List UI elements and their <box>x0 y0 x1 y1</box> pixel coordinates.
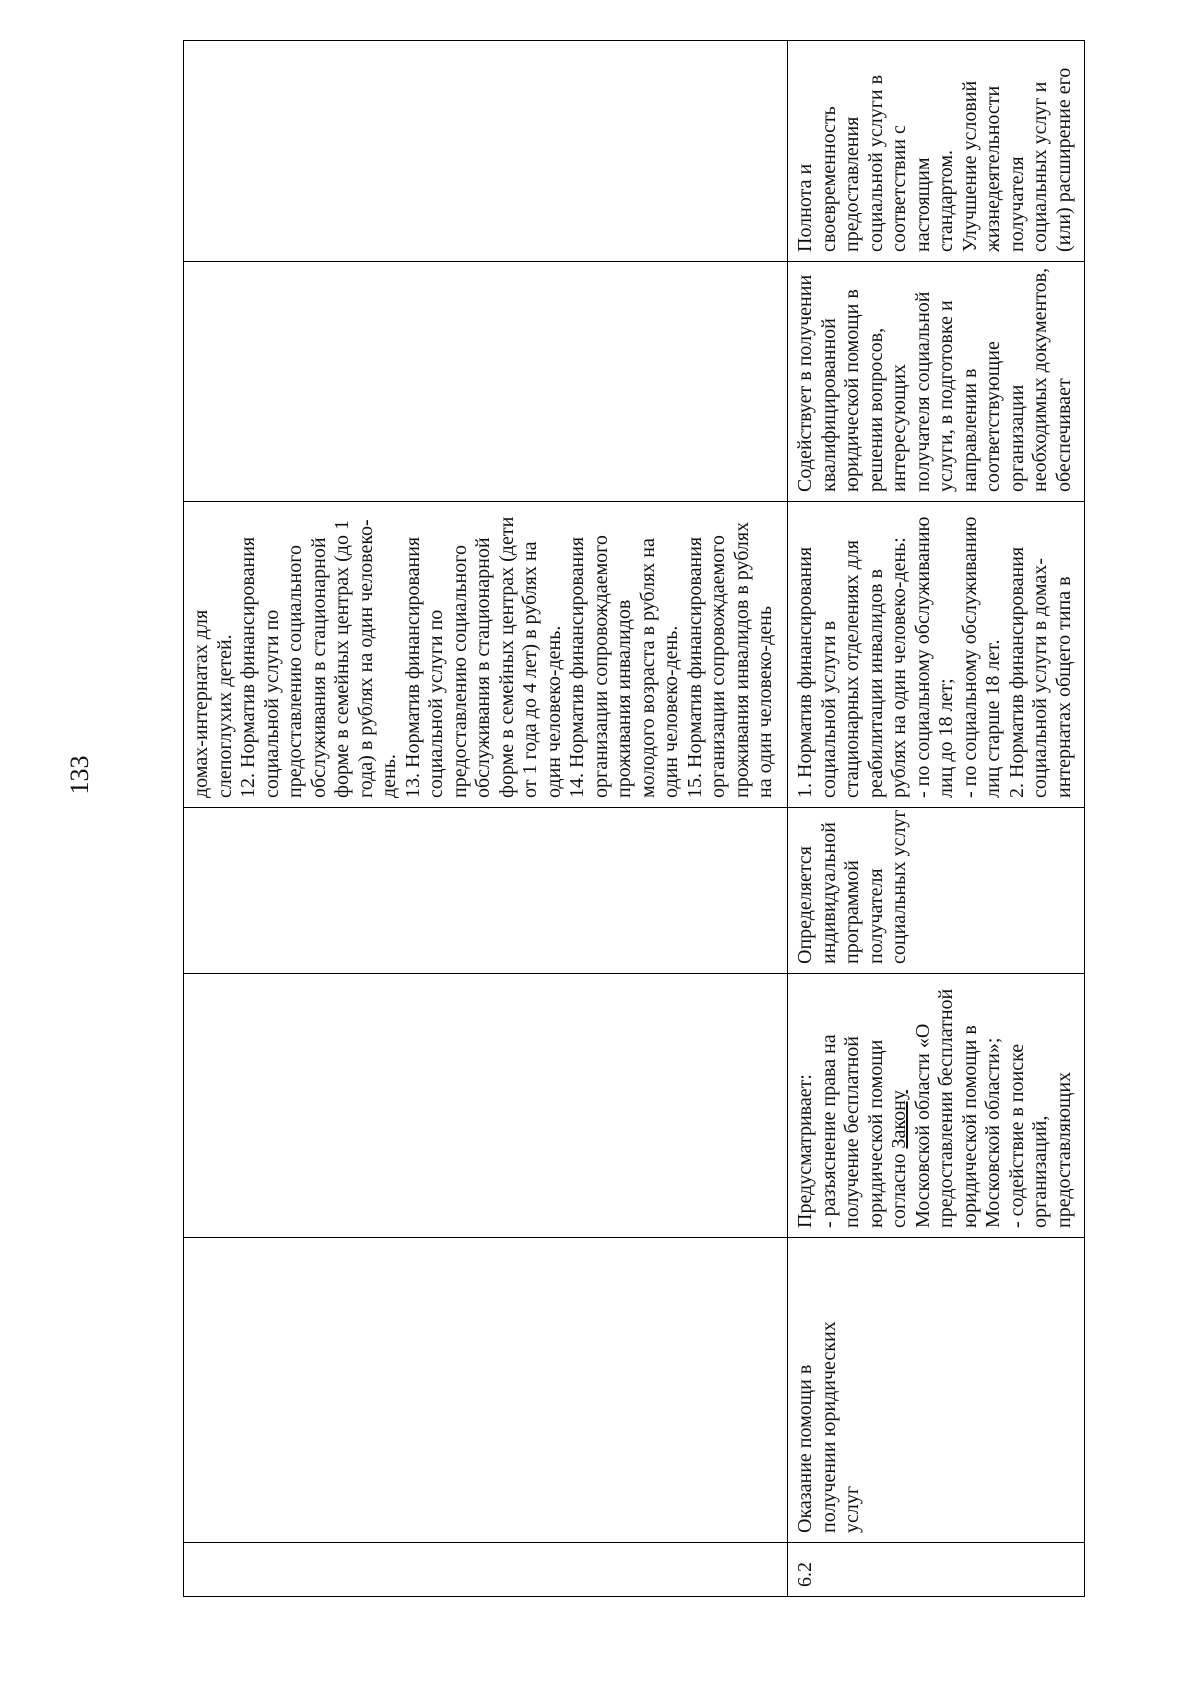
text-line: обслуживания в стационарной <box>472 537 494 798</box>
text-line: стандартом. <box>935 150 958 252</box>
text-line: организации <box>1005 384 1028 492</box>
text-line: предоставлении бесплатной <box>935 988 958 1228</box>
cell-conditions <box>788 262 1085 502</box>
text-line: 13. Норматив финансирования <box>401 536 424 798</box>
cell-description <box>788 974 1085 1238</box>
law-prefix: согласно <box>888 1148 911 1228</box>
text-line: интернатах общего типа в <box>1052 576 1075 798</box>
text-line: проживания инвалидов в рублях <box>730 521 753 798</box>
text-line: жизнедеятельности <box>982 85 1005 252</box>
cell-conditions-empty <box>184 262 788 502</box>
text-line: лиц до 18 лет; <box>935 678 958 798</box>
text-line: соответствующие <box>982 341 1005 492</box>
cell-quality <box>788 41 1085 262</box>
description-before <box>794 983 888 1228</box>
service-name <box>794 1247 865 1533</box>
row-number: 6.2 <box>794 1562 817 1587</box>
text-line: Содействует в получении <box>794 274 817 492</box>
text-line: 15. Норматив финансирования <box>683 536 706 798</box>
text-line: рублях на один человеко-день: <box>888 537 911 798</box>
text-line: обеспечивает <box>1052 378 1075 492</box>
cell-normatives <box>788 502 1085 808</box>
text-line: программой <box>841 860 864 964</box>
cell-service-empty <box>184 1238 788 1543</box>
table-row-6-2 <box>788 41 1085 1597</box>
text-line: соответствии с <box>888 125 911 252</box>
text-line: на один человеко-день <box>754 606 776 798</box>
text-line: проживания инвалидов <box>613 599 635 798</box>
text-line: получателя <box>1005 156 1028 252</box>
text-line: направлении в <box>958 368 981 492</box>
text-line: юридической помощи в <box>841 289 864 492</box>
text-line: Полнота и <box>794 163 817 252</box>
rotated-table-container <box>183 41 1085 1597</box>
text-line: необходимых документов, <box>1029 267 1052 492</box>
text-line: социальной услуги в домах- <box>1029 558 1052 798</box>
text-line: Московской области «О <box>911 1023 934 1228</box>
cell-volume <box>788 808 1085 974</box>
text-line: слепоглухих детей. <box>213 634 236 798</box>
text-line: день. <box>378 754 400 798</box>
quality-text <box>794 50 1076 252</box>
cell-normatives-continued <box>184 502 788 808</box>
text-line: домах-интернатах для <box>190 609 212 798</box>
text-line: года) в рублях на один человеко- <box>354 519 377 798</box>
text-line: социальных услуг <box>888 809 911 964</box>
text-line: интересующих <box>888 363 911 492</box>
law-reference-line <box>888 983 912 1228</box>
cell-row-number <box>788 1543 1085 1597</box>
text-line: форме в семейных центрах (до 1 <box>331 520 353 798</box>
text-line: организаций, <box>1029 1115 1052 1228</box>
text-line: лиц старше 18 лет. <box>982 639 1005 798</box>
text-line: предоставлению социального <box>448 545 471 798</box>
normatives-continued-text <box>190 511 778 798</box>
text-line: организации сопровождаемого <box>707 535 729 798</box>
text-line: квалифицированной <box>817 318 840 492</box>
text-line: получателя <box>864 868 887 964</box>
text-line: услуги, в подготовке и <box>935 300 958 492</box>
text-line: форме в семейных центрах (дети <box>495 516 518 798</box>
text-line: 2. Норматив финансирования <box>1005 546 1028 798</box>
text-line: социальной услуги в <box>817 620 840 798</box>
text-line: Оказание помощи в <box>794 1364 817 1533</box>
description-after <box>912 983 1077 1228</box>
page-number: 133 <box>65 755 94 795</box>
text-line: Московской области»; <box>982 1037 1005 1228</box>
text-line: - по социальному обслуживанию <box>958 516 981 798</box>
text-line: 12. Норматив финансирования <box>237 536 259 798</box>
text-line: обслуживания в стационарной <box>307 537 330 798</box>
text-line: получателя социальной <box>911 291 934 492</box>
text-line: предоставлению социального <box>284 545 306 798</box>
text-line: (или) расширение его <box>1052 67 1075 252</box>
text-line: от 1 года до 4 лет) в рублях на <box>519 541 541 798</box>
text-line: Улучшение условий <box>958 80 981 252</box>
text-line: - по социальному обслуживанию <box>911 516 934 798</box>
text-line: - разъяснение права на <box>817 1034 840 1228</box>
text-line: реабилитации инвалидов в <box>864 569 887 798</box>
text-line: один человеко-день. <box>660 625 682 798</box>
volume-text <box>794 809 912 964</box>
cell-quality-empty <box>184 41 788 262</box>
text-line: получение бесплатной <box>841 1036 864 1228</box>
text-line: социальных услуг и <box>1029 81 1052 252</box>
text-line: услуг <box>841 1485 864 1533</box>
text-line: юридической помощи <box>864 1039 887 1228</box>
text-line: 1. Норматив финансирования <box>794 546 817 798</box>
text-line: Определяется <box>794 846 817 964</box>
text-line: - содействие в поиске <box>1005 1043 1028 1228</box>
text-line: организации сопровождаемого <box>589 535 612 798</box>
cell-service-name <box>788 1238 1085 1543</box>
text-line: юридической помощи в <box>958 1025 981 1228</box>
text-line: индивидуальной <box>817 822 840 964</box>
text-line: предоставляющих <box>1052 1071 1075 1228</box>
cell-description-empty <box>184 974 788 1238</box>
text-line: 14. Норматив финансирования <box>566 536 588 798</box>
text-line: получении юридических <box>817 1321 840 1533</box>
text-line: своевременность <box>817 106 840 252</box>
text-line: решении вопросов, <box>864 327 887 492</box>
normatives-text <box>794 511 1076 798</box>
text-line: предоставления <box>841 116 864 252</box>
text-line: стационарных отделениях для <box>841 540 864 798</box>
text-line: Предусматривает: <box>794 1074 817 1228</box>
cell-volume-empty <box>184 808 788 974</box>
text-line: один человеко-день. <box>542 625 565 798</box>
text-line: молодого возраста в рублях на <box>636 538 659 798</box>
text-line: социальной услуги по <box>425 609 447 798</box>
cell-number-empty <box>184 1543 788 1597</box>
conditions-text <box>794 267 1076 492</box>
services-table <box>183 40 1085 1597</box>
table-row-continuation <box>184 41 788 1597</box>
text-line: социальной услуги в <box>864 74 887 252</box>
law-link[interactable]: Закону <box>888 1090 911 1149</box>
text-line: настоящим <box>911 157 934 252</box>
text-line: социальной услуги по <box>260 609 283 798</box>
